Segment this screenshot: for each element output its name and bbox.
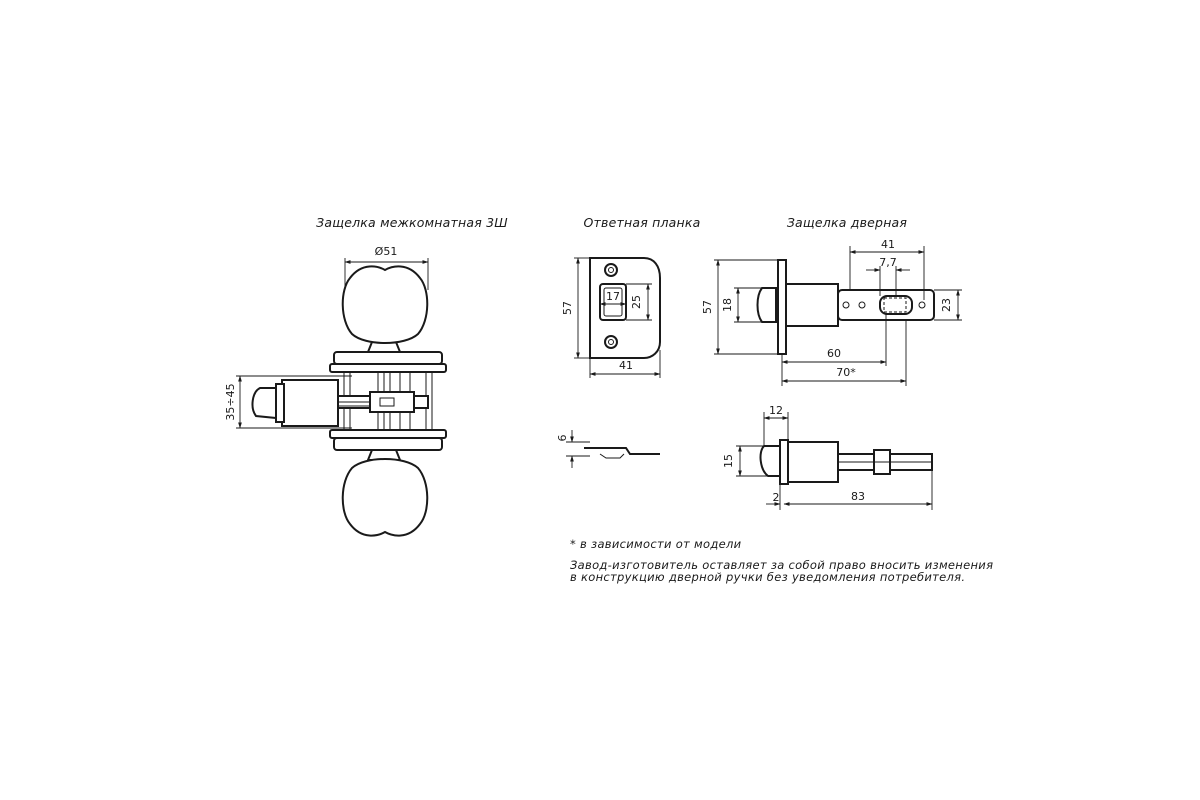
footnote: * в зависимости от модели — [570, 537, 742, 551]
disclaimer-line-1: Завод-изготовитель оставляет за собой право вносить изменения — [570, 558, 994, 572]
door-latch-drawing — [701, 238, 962, 510]
disclaimer-line-2: в конструкцию дверной ручки без уведомления потребителя. — [570, 570, 966, 584]
dim-strike-slot-height: 25 — [630, 295, 643, 309]
knob-set-drawing — [224, 245, 446, 536]
dim-strike-slot-width: 17 — [606, 290, 620, 303]
dim-strike-thickness: 6 — [556, 434, 569, 442]
dim-side-15: 15 — [722, 454, 735, 468]
dim-latch-plate: 23 — [940, 298, 953, 312]
title-latch-interior: Защелка межкомнатная 3Ш — [316, 215, 508, 230]
dim-knob-diameter: Ø51 — [374, 245, 398, 258]
strike-plate-drawing — [556, 258, 660, 468]
title-door-latch: Защелка дверная — [786, 215, 908, 230]
dim-latch-top-41: 41 — [881, 238, 895, 251]
title-strike-plate: Ответная планка — [583, 215, 701, 230]
dim-strike-width: 41 — [619, 359, 633, 372]
dim-side-83: 83 — [851, 490, 865, 503]
dim-side-2: 2 — [772, 491, 780, 504]
dim-side-12: 12 — [769, 404, 783, 417]
bottom-knob — [343, 459, 428, 536]
dim-latch-bolt: 18 — [721, 298, 734, 312]
dim-backset: 35÷45 — [224, 383, 237, 421]
dim-latch-60: 60 — [827, 347, 841, 360]
dim-latch-face: 57 — [701, 300, 714, 314]
dim-strike-height: 57 — [561, 301, 574, 315]
dim-latch-70: 70* — [836, 366, 856, 379]
top-knob — [343, 266, 428, 343]
dim-latch-top-7-7: 7,7 — [879, 256, 897, 269]
